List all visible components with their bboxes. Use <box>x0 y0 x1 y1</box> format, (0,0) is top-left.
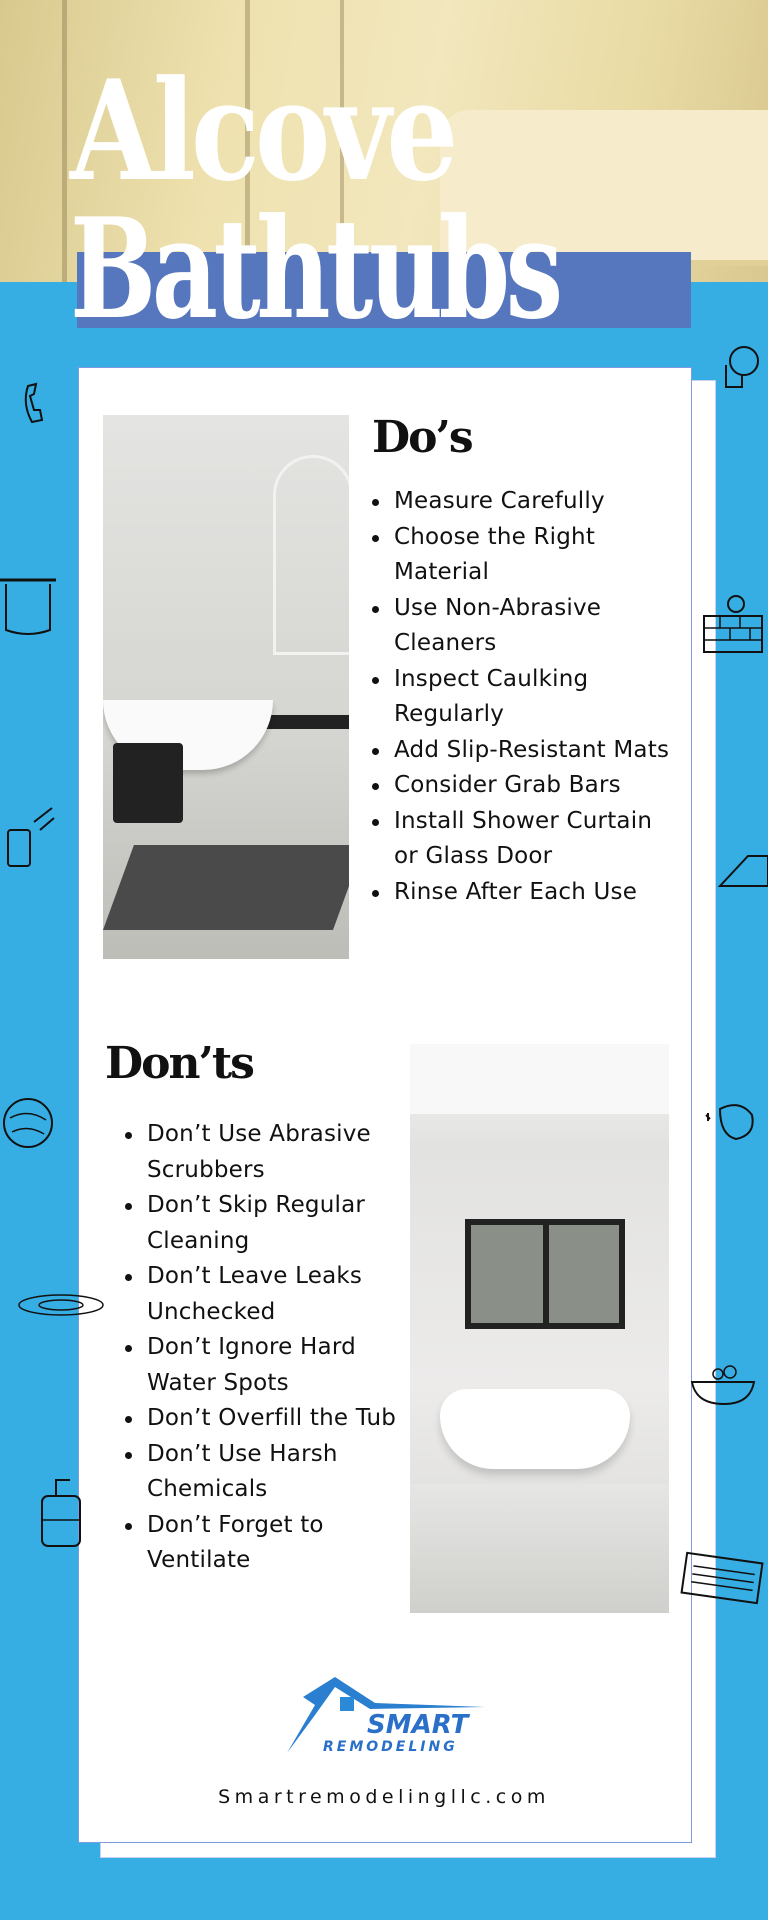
phone-icon <box>14 380 58 424</box>
bathtub-icon <box>688 1360 758 1410</box>
dos-item: Measure Carefully <box>370 484 670 520</box>
dos-item: Inspect Caulking Regularly <box>370 662 670 733</box>
svg-text:REMODELING: REMODELING <box>323 1739 458 1755</box>
tile-icon <box>718 850 768 890</box>
donts-item: Don’t Ignore Hard Water Spots <box>123 1330 403 1401</box>
smart-remodeling-logo <box>285 1675 495 1755</box>
shower-curtain-icon <box>0 570 56 640</box>
water-ripple-icon <box>16 1290 106 1320</box>
title-line-1: Alcove <box>70 49 454 212</box>
dos-item: Rinse After Each Use <box>370 875 670 911</box>
donts-item: Don’t Skip Regular Cleaning <box>123 1188 403 1259</box>
donts-item: Don’t Forget to Ventilate <box>123 1508 403 1579</box>
dos-item: Install Shower Curtain or Glass Door <box>370 804 670 875</box>
dos-item: Choose the Right Material <box>370 520 670 591</box>
donts-bathroom-photo <box>410 1044 669 1613</box>
donts-list <box>123 1117 403 1579</box>
website-url[interactable]: Smartremodelingllc.com <box>218 1786 550 1808</box>
dos-list <box>370 484 670 910</box>
soap-dispenser-icon <box>36 1470 86 1550</box>
svg-text:SMART: SMART <box>367 1710 469 1740</box>
measuring-tape-icon <box>718 345 762 389</box>
donts-item: Don’t Leave Leaks Unchecked <box>123 1259 403 1330</box>
sponge-icon <box>0 1090 56 1156</box>
brick-wall-gear-icon <box>700 590 766 670</box>
dos-item: Use Non-Abrasive Cleaners <box>370 591 670 662</box>
vent-icon <box>680 1550 764 1606</box>
donts-heading: Don’ts <box>105 1038 253 1089</box>
donts-item: Don’t Overfill the Tub <box>123 1401 403 1437</box>
title-line-2: Bathtubs <box>70 187 559 350</box>
dos-heading: Do’s <box>372 412 472 463</box>
dos-item: Consider Grab Bars <box>370 768 670 804</box>
hand-sparkle-icon <box>700 1095 760 1145</box>
cleaning-supplies-icon <box>0 800 56 870</box>
donts-item: Don’t Use Harsh Chemicals <box>123 1437 403 1508</box>
dos-item: Add Slip-Resistant Mats <box>370 733 670 769</box>
donts-item: Don’t Use Abrasive Scrubbers <box>123 1117 403 1188</box>
dos-bathroom-photo <box>103 415 349 959</box>
